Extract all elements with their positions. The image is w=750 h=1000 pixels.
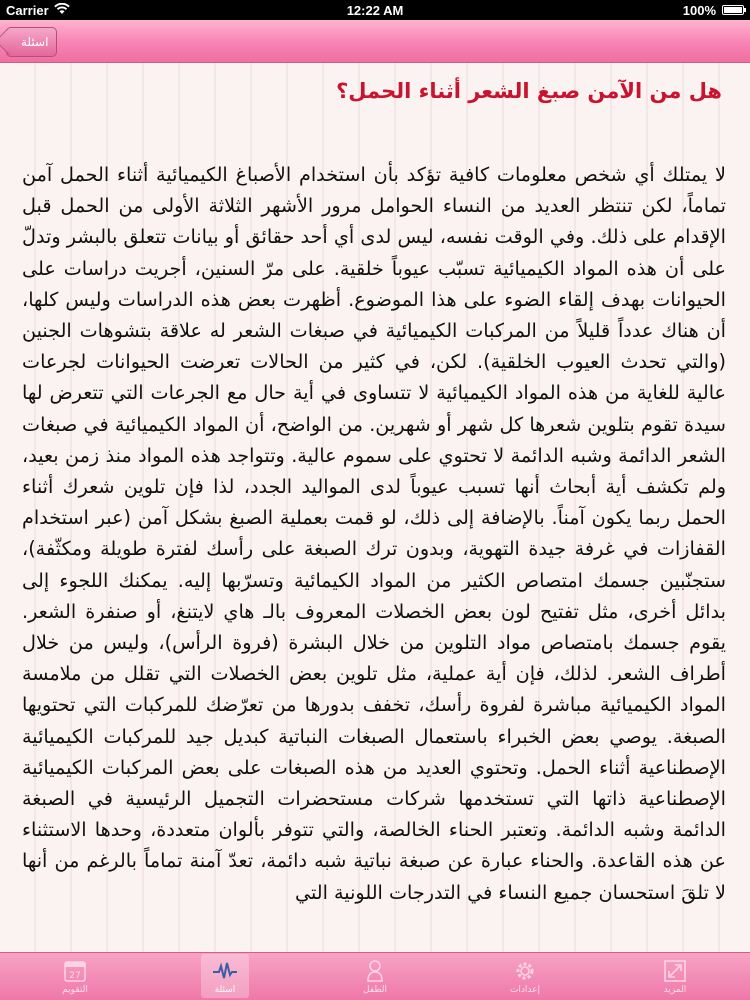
navigation-bar — [0, 20, 750, 63]
tab-label: التقويم — [62, 985, 88, 995]
carrier-label: Carrier — [6, 3, 49, 18]
battery-percentage: 100% — [682, 3, 716, 18]
tab-questions[interactable] — [150, 953, 300, 1000]
baby-icon — [362, 959, 388, 983]
back-button-label: اسئلة — [21, 35, 49, 49]
tab-calendar[interactable] — [0, 953, 150, 1000]
tab-bar — [0, 952, 750, 1000]
back-button[interactable] — [6, 27, 57, 57]
tab-settings[interactable] — [450, 953, 600, 1000]
tab-label: إعدادات — [509, 985, 541, 995]
expand-icon — [662, 959, 688, 983]
tab-label: المزيد — [663, 985, 687, 995]
calendar-icon — [62, 959, 88, 983]
heartbeat-icon — [212, 959, 238, 983]
svg-text:27: 27 — [69, 971, 81, 981]
battery-icon — [722, 5, 744, 15]
article-content[interactable] — [0, 63, 750, 953]
gear-icon — [512, 959, 538, 983]
article-body: لا يمتلك أي شخص معلومات كافية تؤكد بأن استخدام الأصباغ الكيميائية أثناء الحمل آمن تماماً، لكن تنتظر العديد من النساء الحوامل مرور الأشهر الثلاثة الأولى من الحمل قبل الإقدام على ذلك. وفي الوقت نفسه، ليس لدى أي أحد حقائق أو بيانات تتعلق بالبشر وتدلّ على أن هذه المواد الكيميائية تسبّب عيوباً خلقية. على مرّ السنين، أجريت دراسات على الحيوانات بهدف إلقاء الضوء على هذا الموضوع. أظهرت بعض هذه الدراسات وليس كلها، أن هناك عدداً قليلاً من المركبات الكيميائية في صبغات الشعر له علاقة بتشوهات الجنين (والتي تحدث العيوب الخلقية). لكن، في كثير من الحالات تعرضت الحيوانات لجرعات عالية للغاية من هذه المواد الكيميائية لا تتساوى في أية حال مع الجرعات التي تتعرض لها سيدة تقوم بتلوين شعرها كل شهر أو شهرين. من الواضح، أن المواد الكيميائية في صبغات الشعر الدائمة وشبه الدائمة لا تحتوي على سموم عالية. وتتواجد هذه المواد منذ زمن بعيد، ولم تكشف أية أبحاث أنها تسبب عيوباً لدى المواليد الجدد، لذا فإن تلوين شعرك أثناء الحمل ربما يكون آمناً. بالإضافة إلى ذلك، لو قمت بعملية الصبغ بشكل آمن (عبر استخدام القفازات في غرفة جيدة التهوية، وبدون ترك الصبغة على رأسك لفترة طويلة ومكثّفة)، ستجنّبين جسمك امتصاص الكثير من المواد الكيمائية وتسرّبها إليه. يمكنك اللجوء إلى بدائل أخرى، مثل تفتيح لون بعض الخصلات المعروف بالـ هاي لايتنغ، أو صنفرة الشعر. يقوم جسمك بامتصاص مواد التلوين من خلال البشرة (فروة الرأس)، وليس من خلال أطراف الشعر. لذلك، فإن أية عملية، مثل تلوين بعض الخصلات التي تقلل من ملامسة المواد الكيميائية مباشرة لفروة رأسك، تخفف بدورها من تعرّضك للمركبات التي تحتويها الصبغة. يوصي بعض الخبراء باستعمال الصبغات النباتية كبديل جيد للمركبات الكيميائية الإصطناعية أثناء الحمل. وتحتوي العديد من هذه الصبغات على بعض المركبات الكيميائية الإصطناعية ذاتها التي تستخدمها شركات مستحضرات التجميل الرئيسية في الصبغة الدائمة وشبه الدائمة. وتعتبر الحناء الخالصة، والتي تتوفر بألوان متعددة، وحدها الاستثناء عن هذه القاعدة. والحناء عبارة عن صبغة نباتية شبه دائمة، تعدّ آمنة تماماً بالرغم من أنها لا تلقَ استحسان جميع النساء في التدرجات اللونية التي — [22, 163, 726, 904]
clock: 12:22 AM — [346, 3, 404, 18]
status-bar — [0, 0, 750, 20]
tab-label: اسئلة — [214, 985, 236, 995]
page-title: هل من الآمن صبغ الشعر أثناء الحمل؟ — [336, 79, 722, 103]
tab-baby[interactable] — [300, 953, 450, 1000]
tab-label: الطفل — [363, 985, 387, 995]
tab-more[interactable] — [600, 953, 750, 1000]
